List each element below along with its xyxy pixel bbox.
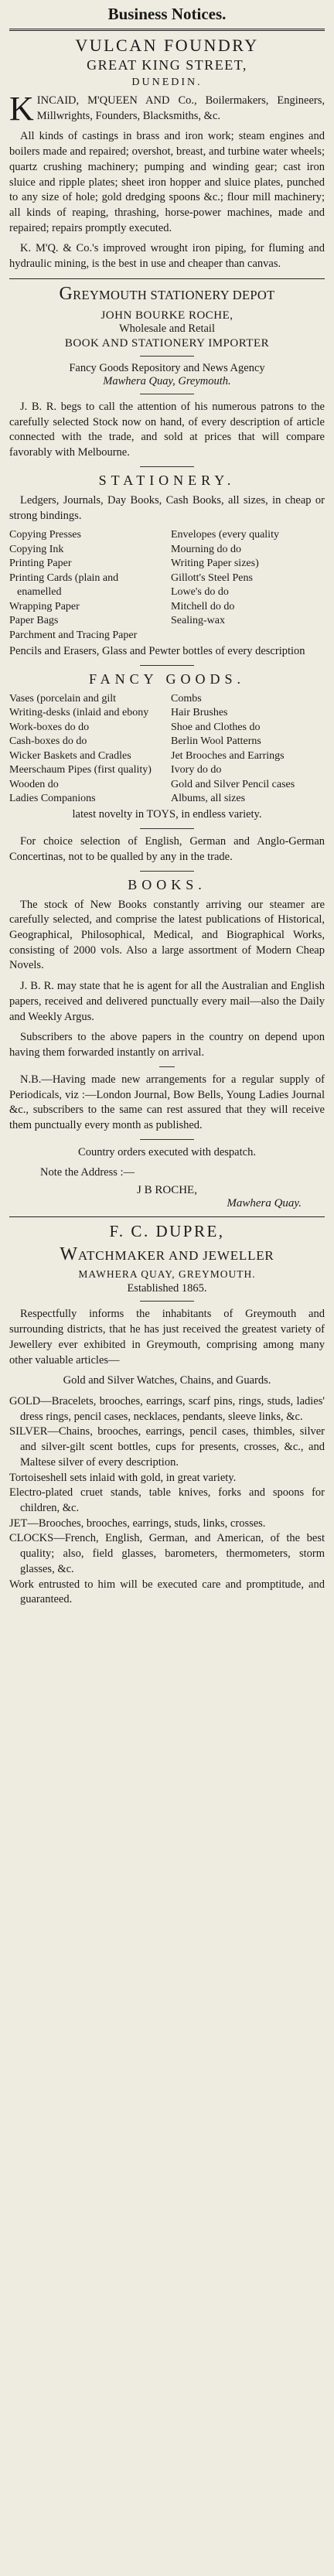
country-orders: Country orders executed with despatch. xyxy=(78,1145,256,1158)
roche-name: JOHN BOURKE ROCHE, xyxy=(101,309,233,322)
roche-title xyxy=(9,284,325,305)
roche-signature-name: J B ROCHE, xyxy=(137,1184,197,1197)
list-item: Hair Brushes xyxy=(171,707,228,719)
roche-agency-1: Fancy Goods Repository and News Agency xyxy=(69,361,265,374)
list-item: Jet Brooches and Earrings xyxy=(171,749,285,762)
list-item: Wooden do xyxy=(9,778,59,790)
dupre-electro: Electro-plated cruet stands, table knives, forks and spoons for children, &c. xyxy=(9,1486,325,1514)
list-item: Shoe and Clothes do xyxy=(171,721,261,733)
nb-paragraph: N.B.—Having made new arrangements for a regular supply of Periodicals, viz :—London Journal, Bow Bells, Young Ladies Journal &c., subscribers to the same can rest assured that they will receive them punctually every month as published. xyxy=(9,1073,325,1131)
roche-dropcap: G xyxy=(59,283,73,304)
list-item: Lowe's do do xyxy=(171,586,229,599)
dupre-tortoiseshell: Tortoiseshell sets inlaid with gold, in great variety. xyxy=(9,1471,237,1484)
address-note: Note the Address :— xyxy=(40,1166,135,1179)
vulcan-street: GREAT KING STREET, xyxy=(87,57,247,73)
books-paragraph: The stock of New Books constantly arriving our steamer are carefully selected, and comprise the latest publications of Historical, Geographical, Philosophical, Medical, and Biographical Works, consisting of 2000 vols. Also a large assortment of Modern Cheap Novels. xyxy=(9,898,325,972)
divider xyxy=(140,1139,194,1140)
vulcan-title: VULCAN FOUNDRY xyxy=(75,36,259,55)
divider xyxy=(140,356,194,357)
vulcan-town: DUNEDIN. xyxy=(131,77,203,88)
roche-signature-place: Mawhera Quay. xyxy=(227,1197,302,1210)
stationery-lead: Ledgers, Journals, Day Books, Cash Books, all sizes, in cheap or strong bindings. xyxy=(9,493,325,522)
list-item: Gillott's Steel Pens xyxy=(171,571,253,584)
dupre-silver: SILVER—Chains, brooches, earrings, pencil cases, thimbles, silver and silver-gilt scent bottles, cups for presents, crosses, &c., and Maltese silver of every description. xyxy=(9,1425,325,1469)
fancy-col-left xyxy=(9,692,163,807)
list-item: Vases (porcelain and gilt xyxy=(9,692,117,705)
dupre-title xyxy=(9,1244,325,1265)
agent-paragraph: J. B. R. may state that he is agent for all the Australian and English papers, received and delivered punctually every mail—also the Daily and Weekly Argus. xyxy=(9,980,325,1023)
dupre-closing: Work entrusted to him will be executed care and promptitude, and guaranteed. xyxy=(9,1578,325,1606)
section-rule xyxy=(9,1216,325,1217)
stationery-col-right xyxy=(171,528,325,643)
masthead: Business Notices. xyxy=(107,5,227,23)
dupre-established: Established 1865. xyxy=(127,1282,207,1295)
section-rule xyxy=(9,278,325,279)
list-item: Gold and Silver Pencil cases xyxy=(171,778,295,790)
divider xyxy=(140,466,194,467)
vulcan-dropcap: K xyxy=(9,90,34,128)
vulcan-body: All kinds of castings in brass and iron work; steam engines and boilers made and repaired; overshot, breast, and turbine water wheels; quartz crushing machinery; pumping and winding gear; cast iron sluice and ripple plates; sheet iron hopper and sluice plates, punched to any size of hole; gold dredging spoons &c.; flour mill machinery; all kinds of reaping, thrashing, horse-power machines, made and repaired; repairs promptly executed. xyxy=(9,130,325,234)
dupre-title-text: ATCHMAKER AND JEWELLER xyxy=(77,1248,274,1264)
stationery-list xyxy=(9,528,325,643)
list-item: Work-boxes do do xyxy=(9,721,90,733)
list-item: Combs xyxy=(171,692,202,705)
list-item: Ladies Companions xyxy=(9,792,96,804)
roche-agency-2: Mawhera Quay, Greymouth. xyxy=(103,374,231,387)
list-item: Copying Presses xyxy=(9,529,81,541)
roche-trade: BOOK AND STATIONERY IMPORTER xyxy=(64,336,270,350)
dupre-clock: CLOCKS—French, English, German, and American, of the best quality; also, field glasses, barometers, thermometers, storm glasses, &c. xyxy=(9,1532,325,1575)
stationery-col-left xyxy=(9,528,163,643)
fancy-goods-title: FANCY GOODS. xyxy=(88,670,246,687)
divider xyxy=(140,665,194,666)
vulcan-foundry-ad xyxy=(9,36,325,272)
divider xyxy=(159,1066,175,1067)
toys-line: latest novelty in TOYS, in endless variety. xyxy=(72,808,262,821)
list-item: Parchment and Tracing Paper xyxy=(9,629,138,641)
divider xyxy=(140,1301,194,1302)
list-item: Mitchell do do xyxy=(171,600,235,612)
dupre-dropcap: W xyxy=(60,1244,78,1265)
list-item: Printing Cards (plain and enamelled xyxy=(9,571,119,599)
list-item: Cash-boxes do do xyxy=(9,735,87,748)
list-item: Printing Paper xyxy=(9,558,72,570)
dupre-watches: Gold and Silver Watches, Chains, and Guards. xyxy=(63,1374,271,1387)
list-item: Wicker Baskets and Cradles xyxy=(9,749,131,762)
list-item: Ivory do do xyxy=(171,764,222,776)
dupre-address: MAWHERA QUAY, GREYMOUTH. xyxy=(78,1268,256,1281)
list-item: Sealing-wax xyxy=(171,615,225,627)
list-item: Writing Paper sizes) xyxy=(171,558,259,570)
fancy-goods-list xyxy=(9,692,325,807)
fancy-col-right xyxy=(171,692,325,807)
roche-title-text: REYMOUTH STATIONERY DEPOT xyxy=(73,287,275,302)
vulcan-footer: K. M'Q. & Co.'s improved wrought iron piping, for fluming and hydraulic mining, is the best in use and cheaper than canvas. xyxy=(9,242,325,271)
dupre-jet: JET—Brooches, brooches, earrings, studs, links, crosses. xyxy=(9,1517,266,1530)
dupre-name: F. C. DUPRE, xyxy=(109,1222,225,1241)
roche-intro: J. B. R. begs to call the attention of his numerous patrons to the carefully selected Stock now on hand, of every description of article connected with the trade, and sold at prices that will compare favorably with Melbourne. xyxy=(9,400,325,459)
list-item: Albums, all sizes xyxy=(171,792,246,804)
list-item: Paper Bags xyxy=(9,615,59,627)
vulcan-intro xyxy=(9,90,325,128)
books-title: BOOKS. xyxy=(128,876,206,892)
dupre-gold: GOLD—Bracelets, brooches, earrings, scarf pins, rings, studs, ladies' dress rings, pencil cases, necklaces, pendants, sleeve links, &c. xyxy=(9,1394,325,1423)
roche-stationery-ad xyxy=(9,284,325,1210)
vulcan-intro-text: INCAID, M'QUEEN AND Co., Boilermakers, Engineers, Millwrights, Founders, Blacksmiths, &c. xyxy=(36,94,325,122)
masthead-rule xyxy=(9,29,325,31)
divider xyxy=(140,871,194,872)
list-item: Envelopes (every quality xyxy=(171,529,279,541)
divider xyxy=(140,828,194,829)
stationery-tail: Pencils and Erasers, Glass and Pewter bottles of every description xyxy=(9,644,305,657)
list-item: Berlin Wool Patterns xyxy=(171,735,261,748)
list-item: Copying Ink xyxy=(9,543,64,555)
stationery-title: STATIONERY. xyxy=(98,472,236,488)
list-item: Wrapping Paper xyxy=(9,600,80,612)
list-item: Mourning do do xyxy=(171,543,241,555)
roche-sub: Wholesale and Retail xyxy=(118,322,215,335)
subscribers-paragraph: Subscribers to the above papers in the country on depend upon having them forwarded instantly on arrival. xyxy=(9,1031,325,1059)
list-item: Meerschaum Pipes (first quality) xyxy=(9,764,152,776)
dupre-intro: Respectfully informs the inhabitants of Greymouth and surrounding districts, that he has just received the greatest variety of Jewellery ever exhibited in Greymouth, comprising among many other valuable articles— xyxy=(9,1308,325,1366)
music-paragraph: For choice selection of English, German and Anglo-German Concertinas, not to be qualled by any in the trade. xyxy=(9,835,325,863)
dupre-jeweller-ad xyxy=(9,1222,325,1608)
list-item: Writing-desks (inlaid and ebony xyxy=(9,707,149,719)
